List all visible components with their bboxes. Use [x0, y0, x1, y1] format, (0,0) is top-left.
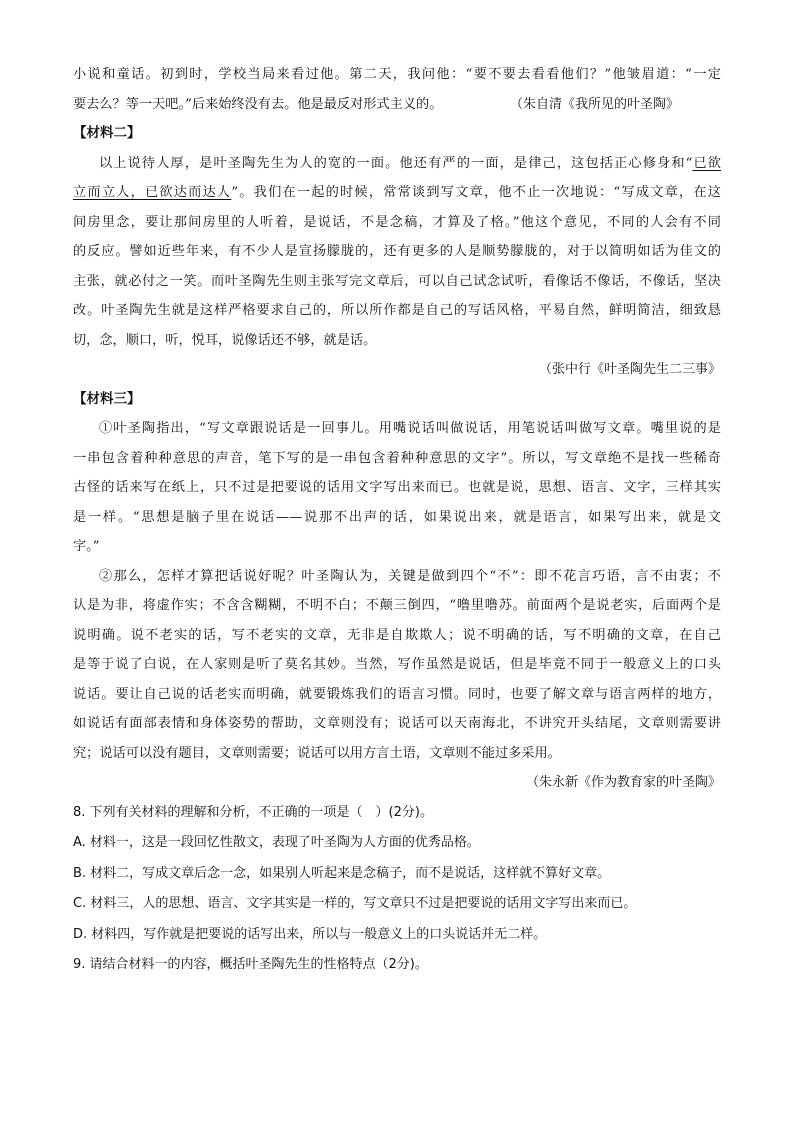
m1-line-2-text: 要去么？等一天吧。”后来始终没有去。他是最反对形式主义的。 — [73, 96, 443, 112]
m2-line-1 — [73, 149, 721, 179]
m3-heading: 【材料三】 — [73, 390, 141, 407]
m2-line-6: 改。叶圣陶先生就是这样严格要求自己的，所以所作都是自己的写话风格，平易自然，鲜明简洁，细致恳 — [73, 303, 721, 318]
m2-line-2-text: ”。我们在一起的时候，常常谈到写文章，他不止一次地说：“写成文章，在这 — [231, 185, 721, 200]
m3-p1-line-4: 是一样。“思想是脑子里在说话——说那不出声的话，如果说出来，就是语言，如果写出来，就是文 — [73, 509, 721, 525]
m3-p2-line-1: ②那么，怎样才算把话说好呢？叶圣陶认为，关键是做到四个“不”：即不花言巧语，言不由衷；不 — [99, 568, 721, 584]
option-b: B. 材料二，写成文章后念一念，如果别人听起来是念稿子，而不是说话，这样就不算好文章。 — [73, 865, 611, 881]
m1-source: （朱自清《我所见的叶圣陶》 — [510, 96, 680, 112]
m3-p2-line-2: 认是为非，将虚作实；不含含糊糊，不明不白；不颠三倒四，“噜里噜苏。前面两个是说老实，后面两个是 — [73, 598, 721, 613]
m2-line-4: 的反应。譬如近些年来，有不少人是宣扬朦胧的，还有更多的人是顺势朦胧的，对于以简明如话为佳文的 — [73, 244, 721, 259]
m2-heading: 【材料二】 — [73, 125, 141, 141]
m3-p1-line-1: ①叶圣陶指出，“写文章跟说话是一回事儿。用嘴说话叫做说话，用笔说话叫做写文章。嘴里说的是 — [99, 421, 721, 436]
question-9: 9. 请结合材料一的内容，概括叶圣陶先生的性格特点（2分)。 — [73, 957, 428, 972]
m2-line-5: 主张，就必付之一笑。而叶圣陶先生则主张写完文章后，可以自己试念试听，看像话不像话，不像话，坚决 — [73, 273, 721, 289]
m3-p2-line-7: 究；说话可以没有题目，文章则需要；说话可以用方言土语，文章则不能过多采用。 — [73, 745, 561, 761]
m3-p1-line-5: 字。” — [73, 539, 100, 554]
m2-quote-underlined-2: 立而立人，已欲达而达人 — [73, 185, 232, 200]
m3-source: （朱永新《作为教育家的叶圣陶》 — [525, 775, 721, 790]
m3-p1-line-3: 古怪的话来写在纸上，只不过是把要说的话用文字写出来而已。也就是说，思想、语言、文字，三样其实 — [73, 480, 721, 495]
m3-p2-line-4: 是等于说了白说，在人家则是听了莫名其妙。当然，写作虽然是说话，但是毕竟不同于一般意义上的口头 — [73, 657, 721, 672]
m2-line-2 — [73, 178, 721, 208]
option-c: C. 材料三，人的思想、语言、文字其实是一样的，写文章只不过是把要说的话用文字写出来而已。 — [73, 896, 637, 911]
m2-line-3: 间房里念，要让那间房里的人听着，是说话，不是念稿，才算及了格。”他这个意见，不同的人会有不同 — [73, 214, 721, 230]
question-8: 8. 下列有关材料的理解和分析，不正确的一项是（ ）(2分)。 — [73, 804, 433, 820]
option-d: D. 材料四，写作就是把要说的话写出来，所以与一般意义上的口头说话并无二样。 — [73, 926, 547, 942]
m3-p1-line-2: 一串包含着种种意思的声音，笔下写的是一串包含着种种意思的文字”。所以，写文章绝不是找一些稀奇 — [73, 450, 721, 466]
m3-p2-line-3: 说明确。说不老实的话，写不老实的文章，无非是自欺欺人；说不明确的话，写不明确的文章，在自己 — [73, 627, 721, 643]
m2-source: （张中行《叶圣陶先生二三事》 — [538, 362, 721, 377]
m1-line-2 — [73, 90, 721, 120]
option-a: A. 材料一，这是一段回忆性散文，表现了叶圣陶为人方面的优秀品格。 — [73, 835, 480, 850]
m3-p2-line-6: 如说话有面部表情和身体姿势的帮助，文章则没有；说话可以天南海北，不讲究开头结尾，文章则需要讲 — [73, 716, 721, 731]
m1-line-1: 小说和童话。初到时，学校当局来看过他。第二天，我问他：“要不要去看看他们？”他皱眉道：“一定 — [73, 67, 721, 82]
m2-quote-underlined-1: 已欲 — [692, 155, 721, 171]
m2-line-7: 切，念，顺口，听，悦耳，说像话还不够，就是话。 — [73, 332, 377, 348]
m2-line-1-text: 以上说待人厚，是叶圣陶先生为人的宽的一面。他还有严的一面，是律己，这包括正心修身和“ — [99, 155, 693, 171]
m3-p2-line-5: 说话。要让自己说的话老实而明确，就要锻炼我们的语言习惯。同时，也要了解文章与语言两样的地方， — [73, 686, 721, 702]
